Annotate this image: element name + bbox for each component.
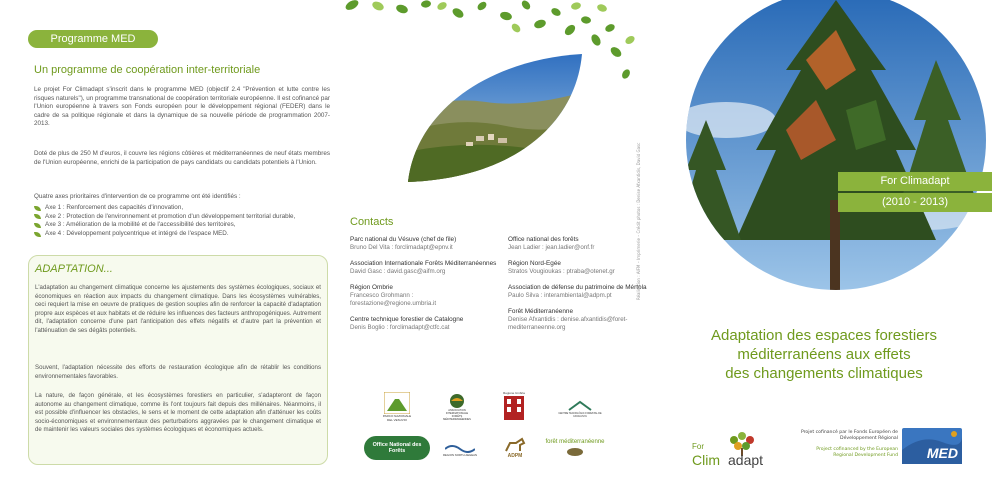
list-item: Axe 1 : Renforcement des capacités d'innovation, — [34, 204, 330, 213]
leaf-icon — [550, 6, 562, 17]
leaf-bullet-icon — [34, 206, 41, 211]
contact-entry: Office national des forêts Jean Ladier : jean.ladier@onf.fr — [508, 236, 595, 251]
brochure-title: Adaptation des espaces forestiers méditerranéens aux effets des changements climatiques — [711, 327, 937, 382]
contact-entry: Région Ombrie Francesco Grohmann : forestazione@regione.umbria.it — [350, 284, 437, 307]
leaf-icon — [510, 22, 522, 34]
leaf-icon — [620, 68, 631, 80]
leaf-icon — [580, 16, 591, 25]
umbria-logo: Regione Umbria — [496, 388, 532, 424]
adaptation-title: ADAPTATION... — [35, 263, 113, 275]
for-climadapt-band: For Climadapt — [838, 172, 992, 191]
leaf-icon — [533, 18, 547, 30]
volcano-icon — [384, 392, 410, 414]
photo-credit: Réalisation : AIFM – Imprimerie – Crédit photos : Denise Afxantidis, David Gasc — [636, 142, 641, 300]
leaf-bullet-icon — [34, 223, 41, 228]
leaf-icon — [520, 0, 532, 11]
wave-icon — [445, 443, 475, 453]
contacts-left-column — [350, 236, 500, 340]
list-item: Axe 3 : Amélioration de la mobilité et de l'accessibilité des territoires, — [34, 221, 330, 230]
right-panel — [660, 0, 992, 496]
adaptation-paragraph-3: La nature, de façon générale, et les écosystèmes forestiers en particulier, s'adapteront de façon autonome au changement climatique, comme ils l'ont toujours fait depuis des millénaires. Néanmoins, il est possible d'influencer les obstacles, le sens et le moment de cette adaptation afin d'atténuer les coûts socio-économiques et environnementaux des perturbations aggravées par le changement climatique et de maintenir les valeurs sociales des systèmes écologiques et économiques actuels. — [35, 392, 321, 434]
leaf-icon — [624, 34, 636, 45]
programme-med-tab: Programme MED — [28, 30, 158, 48]
leaf-icon — [451, 6, 465, 19]
onf-logo: Office National des Forêts — [364, 436, 430, 460]
contact-entry: Région Nord-Egée Stratos Vougioukas : ptraba@otenet.gr — [508, 260, 615, 275]
contact-entry: Parc national du Vésuve (chef de file) Bruno Del Vita : forclimadapt@epnv.it — [350, 236, 457, 251]
logo-adapt-text: adapt — [728, 452, 764, 468]
leaf-icon — [604, 23, 616, 34]
contacts-heading: Contacts — [350, 216, 394, 228]
adpm-logo: ADPM — [496, 434, 534, 462]
cooperation-heading: Un programme de coopération inter-territoriale — [34, 64, 261, 76]
north-aegean-logo: REGION NORTH AEGEAN — [438, 438, 482, 462]
leaf-bullet-icon — [34, 214, 41, 219]
adaptation-paragraph-1: L'adaptation au changement climatique concerne les ajustements des systèmes écologiques, sociaux et économiques en réaction aux impacts du changement climatique. Dans les écosystèmes vulnérables, ceci requiert la mise en oeuvre de pratiques de gestion souples afin de renforcer la capacité d'adaptation propre aux espèces et aux habitats et de réduire les influences des facteurs anthropogéniques. Autrement dit, l'adaptation concerne d'une part l'anticipation des effets négatifs et d'autre part la prévention et l'atténuation de ses dégâts potentiels. — [35, 284, 321, 334]
list-item: Axe 4 : Développement polycentrique et intégré de l'espace MED. — [34, 230, 330, 239]
tortoise-icon — [565, 445, 585, 457]
leaf-icon — [420, 0, 431, 8]
leaf-icon — [436, 0, 448, 11]
leaf-icon — [499, 11, 513, 22]
leaf-icon — [395, 3, 409, 15]
ctfc-logo: CENTRE TECNOLÒGIC FORESTAL DE CATALUNYA — [558, 396, 602, 422]
leaf-icon — [476, 0, 488, 12]
med-logo-text: MED — [926, 445, 958, 461]
leaf-icon — [570, 1, 581, 10]
logo-for-text: For — [692, 442, 704, 451]
foret-mediterraneenne-logo: forêt méditerranéenne — [544, 432, 606, 464]
ctfc-wave-icon — [568, 400, 592, 412]
leaf-icon — [563, 23, 577, 37]
funding-note: Projet cofinancé par le Fonds Européen de Développement Régional Project cofinanced by the European Regional Development Fund — [800, 430, 898, 458]
middle-panel — [330, 0, 660, 496]
hillside-village-photo — [406, 52, 584, 184]
leaf-icon — [596, 3, 608, 13]
leaf-icon — [344, 0, 360, 12]
leaf-icon — [590, 33, 603, 47]
vesuvio-park-logo: PARCO NAZIONALE DEL VESUVIO — [382, 392, 412, 422]
forest-tree-photo — [686, 0, 992, 290]
umbria-coat-of-arms-icon — [503, 395, 525, 421]
contact-entry: Centre technique forestier de Catalogne Denis Boglio : forclimadapt@ctfc.cat — [350, 316, 464, 331]
years-band: (2010 - 2013) — [838, 193, 992, 212]
intro-paragraph: Le projet For Climadapt s'inscrit dans le programme MED (objectif 2.4 "Prévention et lutte contre les risques naturels"), un programme transnational de coopération territoriale européenne. Il est cofinancé par l'Union européenne à travers son Fonds européen pour le développement régional (FEDER) dans le cadre de sa politique régionale et dans la dynamique de sa nouvelle période de programmation 2007-2013. — [34, 86, 330, 128]
logo-clim-text: Clim — [692, 452, 720, 468]
deer-icon — [502, 437, 528, 453]
left-panel — [0, 0, 330, 496]
adaptation-box — [28, 255, 328, 465]
list-item: Axe 2 : Protection de l'environnement et promotion d'un développement territorial durable, — [34, 213, 330, 222]
contact-entry: Forêt Méditerranéenne Denise Afxantidis : denise.afxantidis@foret-mediterraneenne.org — [508, 308, 628, 331]
budget-paragraph: Doté de plus de 250 M d'euros, il couvre les régions côtières et méditerranéennes de neuf états membres de l'Union européenne, enrichi de la participation de pays candidats ou candidats potentiels à l'Union. — [34, 150, 330, 166]
med-programme-logo — [902, 428, 962, 464]
contact-entry: Association de défense du patrimoine de Mértola Paulo Silva : interambiental@adpm.pt — [508, 284, 647, 299]
aifm-logo: ASSOCIATION INTERNATIONALE FORÊTS MÉDITERRANÉENNES — [442, 392, 472, 422]
contact-entry: Association Internationale Forêts Méditerranéennes David Gasc : david.gasc@aifm.org — [350, 260, 497, 275]
leaf-bullet-icon — [34, 232, 41, 237]
aifm-emblem-icon — [447, 393, 467, 409]
for-climadapt-logo — [690, 430, 800, 472]
axes-list — [34, 204, 330, 238]
leaf-icon — [371, 0, 385, 12]
adaptation-paragraph-2: Souvent, l'adaptation nécessite des efforts de restauration écologique afin de rétablir les conditions environnementales favorables. — [35, 364, 321, 380]
axes-intro: Quatre axes prioritaires d'intervention de ce programme ont été identifiés : — [34, 193, 241, 200]
leaf-icon — [609, 45, 623, 59]
